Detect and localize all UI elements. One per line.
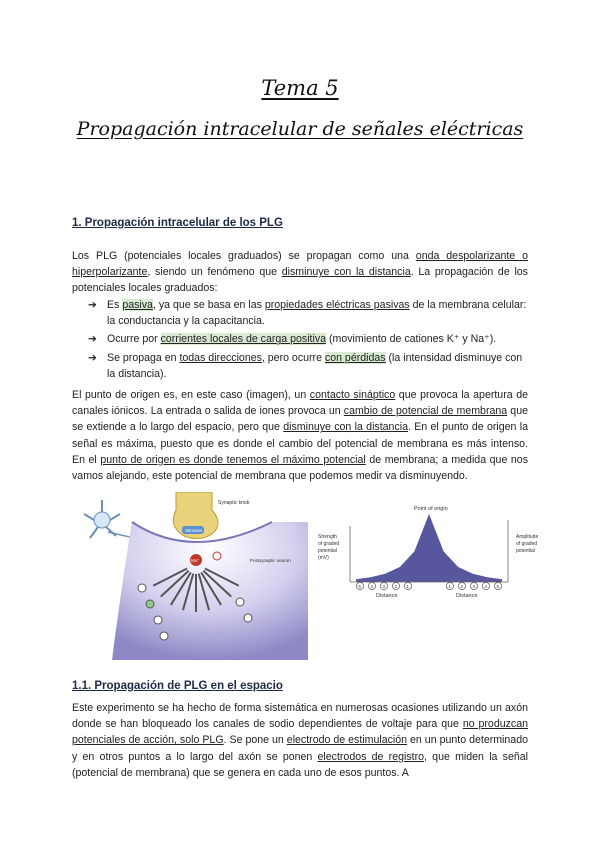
graph-point-label: 1	[448, 584, 452, 589]
x-axis-label-right: Distance	[456, 593, 478, 599]
neuron-icon	[84, 500, 134, 538]
arrow-icon: ➔	[88, 333, 97, 346]
properties-list	[88, 297, 528, 384]
recording-point	[146, 600, 154, 608]
y-right-label-1: Amplitude	[516, 534, 539, 540]
y-axis-label-3: potential	[318, 548, 337, 554]
x-axis-label-left: Distance	[376, 593, 398, 599]
section-1-paragraph-2: El punto de origen es, en este caso (imagen), un contacto sináptico que provoca la apertura de canales iónicos. La entrada o salida de iones provoca un cambio de potencial de membrana que se extiende a lo largo del espacio, pero que disminuye con la distancia. En el punto de origen la señal es máxima, puesto que es donde el cambio del potencial de membrana es más intenso. En el punto de origen es donde tenemos el máximo potencial de membrana; a medida que nos vamos alejando, este potencial de membrana que podemos medir va disminuyendo.	[72, 389, 528, 483]
y-axis-label-1: Strength	[318, 534, 337, 540]
na-label: Na⁺	[191, 558, 200, 563]
arrow-icon: ➔	[88, 299, 97, 311]
potential-decay-area	[356, 514, 502, 582]
section-1-1-paragraph: Este experimento se ha hecho de forma sistemática en numerosas ocasiones utilizando un axón donde se han bloqueado los canales de sodio dependientes de voltaje para que no produzcan potenciales de acción, solo PLG. Se pone un electrodo de estimulación en un punto determinado y en otros puntos a lo largo del axón se ponen electrodos de registro, que miden la señal (potencial de membrana) que se genera en cada uno de esos puntos. A	[72, 702, 529, 779]
list-item: ➔ Es pasiva, ya que se basa en las propiedades eléctricas pasivas de la membrana celular: la conductancia y la capacitancia.	[88, 299, 527, 328]
graph-point-label: 2	[394, 584, 398, 589]
graph-point-label: 3	[382, 584, 386, 589]
recording-point	[154, 616, 162, 624]
synaptic-knob-label: Synaptic knob	[218, 500, 250, 506]
document-subtitle: Propagación intracelular de señales eléctricas	[76, 118, 524, 140]
graph-point-label: 4	[370, 584, 374, 589]
y-axis-label-4: (mV)	[318, 555, 329, 561]
y-axis-label-2: of graded	[318, 541, 340, 547]
graph-point-label: 2	[460, 584, 464, 589]
document-title: Tema 5	[261, 76, 339, 100]
postsynaptic-label: Postsynaptic neuron	[250, 558, 291, 563]
list-item: ➔ Ocurre por corrientes locales de carga positiva (movimiento de cationes K⁺ y Na⁺).	[88, 331, 528, 347]
recording-point	[236, 598, 244, 606]
graph-point-label: 3	[472, 584, 476, 589]
recording-point	[160, 632, 168, 640]
section-1-1-heading: 1.1. Propagación de PLG en el espacio	[72, 680, 283, 692]
graph-point-label: 5	[496, 584, 500, 589]
graph-point-label: 4	[484, 584, 488, 589]
y-right-label-2: of graded	[516, 541, 538, 547]
list-item: ➔ Se propaga en todas direcciones, pero ocurre con pérdidas (la intensidad disminuye con la distancia).	[88, 351, 523, 380]
neuron-synapse-figure	[72, 492, 308, 660]
section-1-intro: Los PLG (potenciales locales graduados) se propagan como una onda despolarizante o hiperpolarizante, siendo un fenómeno que disminuye con la distancia. La propagación de los potenciales locales graduados:	[72, 250, 528, 295]
y-right-label-3: potential	[516, 548, 535, 554]
recording-point	[138, 584, 146, 592]
graded-potential-graph	[318, 500, 550, 610]
arrow-icon: ➔	[88, 351, 97, 364]
stimulus-label: Stimulus	[185, 528, 203, 533]
graph-point-of-origin-label: Point of origin	[414, 506, 448, 512]
recording-point	[244, 614, 252, 622]
graph-point-label: 1	[406, 584, 410, 589]
graph-point-label: 5	[358, 584, 362, 589]
section-1-heading: 1. Propagación intracelular de los PLG	[72, 217, 283, 229]
graph-points	[356, 582, 501, 589]
